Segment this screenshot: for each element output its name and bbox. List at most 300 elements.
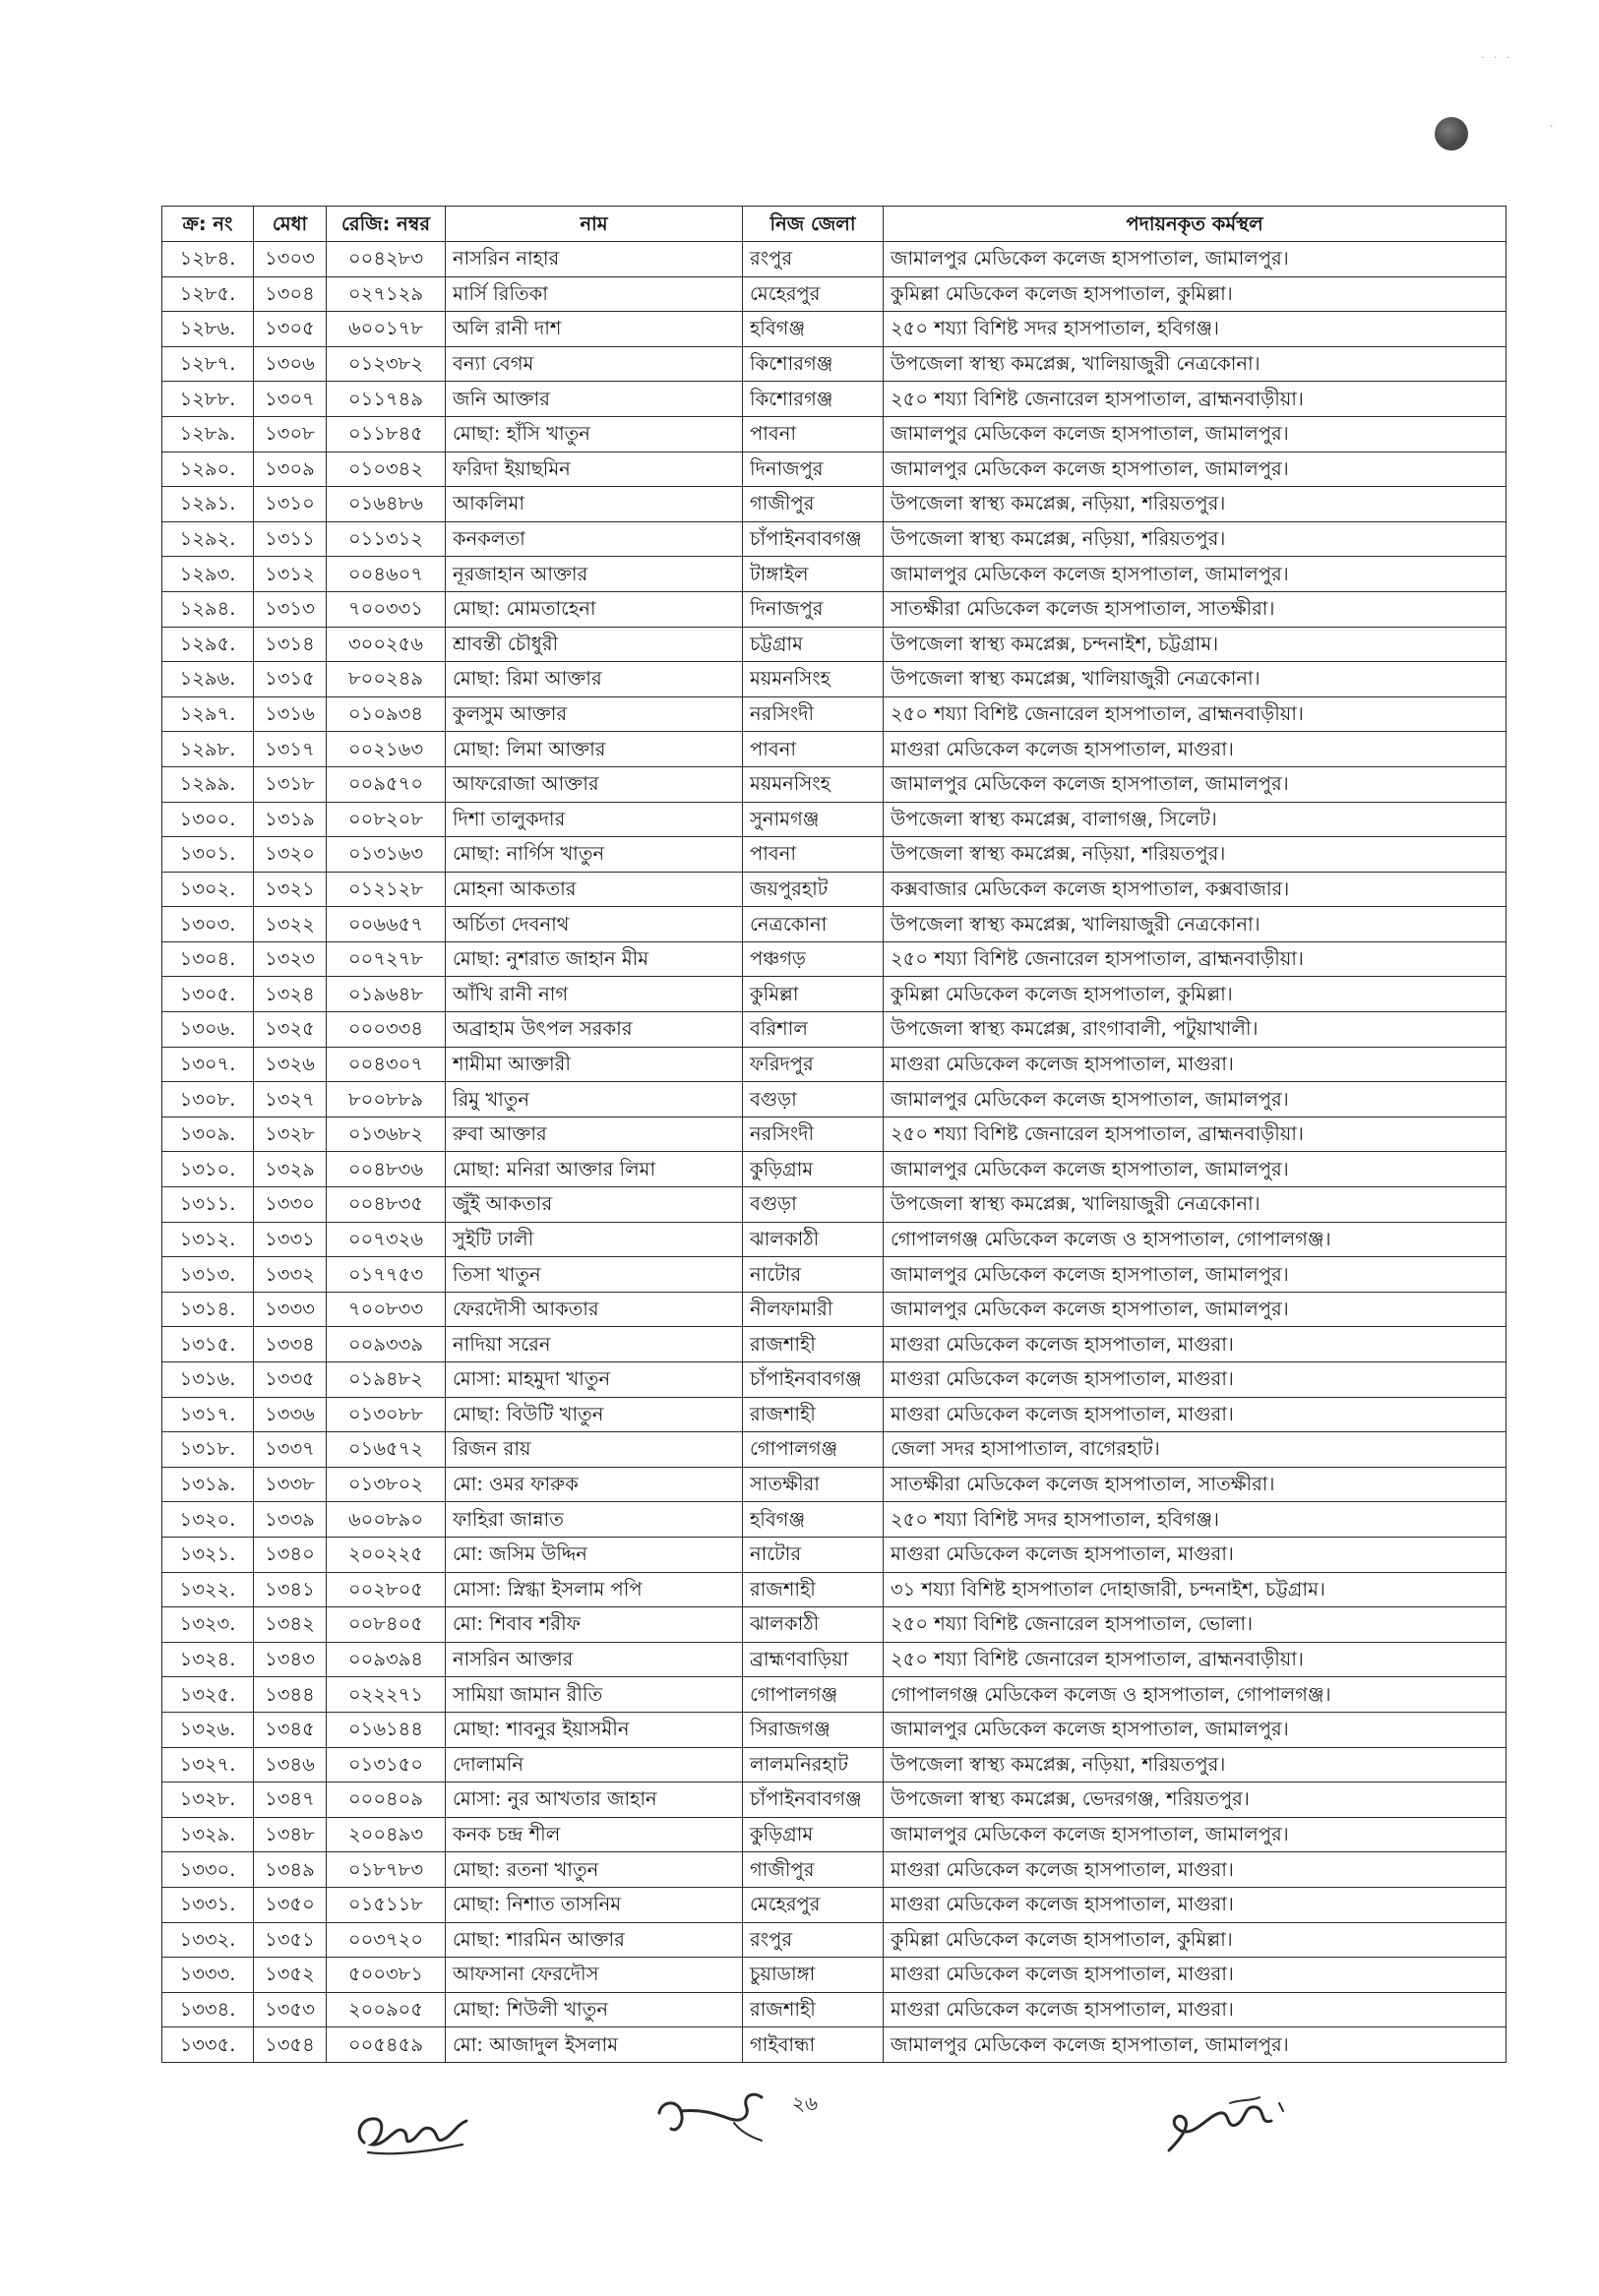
- posting-cell: উপজেলা স্বাস্থ্য কমপ্লেক্স, নড়িয়া, শরিয়তপুর।: [884, 1747, 1507, 1782]
- registration-cell: ০০২৮০৫: [327, 1572, 446, 1607]
- merit-cell: ১৩৪৪: [254, 1677, 327, 1713]
- merit-cell: ১৩১০: [254, 487, 327, 522]
- posting-cell: ২৫০ শয্যা বিশিষ্ট জেনারেল হাসপাতাল, ব্রাহ্মনবাড়ীয়া।: [884, 382, 1507, 417]
- posting-cell: জামালপুর মেডিকেল কলেজ হাসপাতাল, জামালপুর।: [884, 452, 1507, 487]
- merit-cell: ১৩৫৩: [254, 1992, 327, 2027]
- registration-cell: ২০০২২৫: [327, 1537, 446, 1572]
- home-district-cell: রাজশাহী: [743, 1397, 884, 1432]
- table-row: [162, 591, 1507, 627]
- merit-cell: ১৩০৮: [254, 416, 327, 452]
- table-row: [162, 1958, 1507, 1993]
- name-cell: মোছা: হাঁসি খাতুন: [446, 416, 743, 452]
- name-cell: অব্রাহাম উৎপল সরকার: [446, 1012, 743, 1048]
- registration-cell: ০০৪৬০৭: [327, 557, 446, 592]
- posting-cell: জামালপুর মেডিকেল কলেজ হাসপাতাল, জামালপুর।: [884, 2027, 1507, 2063]
- home-district-cell: বগুড়া: [743, 1082, 884, 1118]
- home-district-cell: পাবনা: [743, 416, 884, 452]
- table-row: [162, 1257, 1507, 1293]
- home-district-cell: কুড়িগ্রাম: [743, 1817, 884, 1852]
- table-row: [162, 312, 1507, 347]
- header-posting: পদায়নকৃত কর্মস্থল: [884, 207, 1507, 242]
- merit-cell: ১৩৪২: [254, 1607, 327, 1643]
- table-row: [162, 1362, 1507, 1398]
- posting-cell: উপজেলা স্বাস্থ্য কমপ্লেক্স, খালিয়াজুরী নেত্রকোনা।: [884, 1187, 1507, 1223]
- home-district-cell: রাজশাহী: [743, 1327, 884, 1362]
- name-cell: মোসা: নুর আখতার জাহান: [446, 1782, 743, 1818]
- home-district-cell: হবিগঞ্জ: [743, 1502, 884, 1538]
- merit-cell: ১৩৩১: [254, 1222, 327, 1257]
- signature-right: [1161, 2095, 1289, 2164]
- posting-cell: মাগুরা মেডিকেল কলেজ হাসপাতাল, মাগুরা।: [884, 1887, 1507, 1922]
- serial-cell: ১৩২৬.: [162, 1712, 254, 1747]
- merit-cell: ১৩০৭: [254, 382, 327, 417]
- registration-cell: ০১৩৬৮২: [327, 1117, 446, 1152]
- home-district-cell: রাজশাহী: [743, 1572, 884, 1607]
- table-row: [162, 1327, 1507, 1362]
- name-cell: মোসা: স্নিগ্ধা ইসলাম পপি: [446, 1572, 743, 1607]
- posting-cell: গোপালগঞ্জ মেডিকেল কলেজ ও হাসপাতাল, গোপালগঞ্জ।: [884, 1677, 1507, 1713]
- home-district-cell: ঝালকাঠী: [743, 1222, 884, 1257]
- name-cell: অলি রানী দাশ: [446, 312, 743, 347]
- name-cell: মোছা: মনিরা আক্তার লিমা: [446, 1152, 743, 1187]
- merit-cell: ১৩৩০: [254, 1187, 327, 1223]
- merit-cell: ১৩৩৪: [254, 1327, 327, 1362]
- name-cell: জুঁই আকতার: [446, 1187, 743, 1223]
- serial-cell: ১৩০৬.: [162, 1012, 254, 1048]
- table-row: [162, 732, 1507, 767]
- registration-cell: ০০৯৫৭০: [327, 766, 446, 802]
- table-row: [162, 521, 1507, 557]
- posting-cell: গোপালগঞ্জ মেডিকেল কলেজ ও হাসপাতাল, গোপালগঞ্জ।: [884, 1222, 1507, 1257]
- home-district-cell: গাজীপুর: [743, 487, 884, 522]
- home-district-cell: কিশোরগঞ্জ: [743, 346, 884, 382]
- table-row: [162, 452, 1507, 487]
- serial-cell: ১৩১৩.: [162, 1257, 254, 1293]
- merit-cell: ১৩১৪: [254, 627, 327, 662]
- registration-cell: ৩০০২৫৬: [327, 627, 446, 662]
- table-row: [162, 1117, 1507, 1152]
- registration-cell: ০১৯৪৮২: [327, 1362, 446, 1398]
- serial-cell: ১২৮৫.: [162, 276, 254, 312]
- home-district-cell: চাঁপাইনবাবগঞ্জ: [743, 1782, 884, 1818]
- serial-cell: ১২৯৩.: [162, 557, 254, 592]
- posting-cell: সাতক্ষীরা মেডিকেল কলেজ হাসপাতাল, সাতক্ষীরা।: [884, 1467, 1507, 1502]
- name-cell: ফেরদৌসী আকতার: [446, 1292, 743, 1327]
- posting-cell: উপজেলা স্বাস্থ্য কমপ্লেক্স, বালাগঞ্জ, সিলেট।: [884, 802, 1507, 837]
- name-cell: বন্যা বেগম: [446, 346, 743, 382]
- merit-cell: ১৩৩৯: [254, 1502, 327, 1538]
- posting-cell: জামালপুর মেডিকেল কলেজ হাসপাতাল, জামালপুর।: [884, 1292, 1507, 1327]
- name-cell: মো: ওমর ফারুক: [446, 1467, 743, 1502]
- name-cell: মো: আজাদুল ইসলাম: [446, 2027, 743, 2063]
- registration-cell: ২০০৯০৫: [327, 1992, 446, 2027]
- posting-cell: জামালপুর মেডিকেল কলেজ হাসপাতাল, জামালপুর।: [884, 1712, 1507, 1747]
- merit-cell: ১৩২৪: [254, 977, 327, 1012]
- home-district-cell: নরসিংদী: [743, 1117, 884, 1152]
- name-cell: ফরিদা ইয়াছমিন: [446, 452, 743, 487]
- merit-cell: ১৩১২: [254, 557, 327, 592]
- name-cell: মোছা: নিশাত তাসনিম: [446, 1887, 743, 1922]
- registration-cell: ০১০৩৪২: [327, 452, 446, 487]
- home-district-cell: মেহেরপুর: [743, 1887, 884, 1922]
- name-cell: নূরজাহান আক্তার: [446, 557, 743, 592]
- registration-cell: ৭০০৮৩৩: [327, 1292, 446, 1327]
- home-district-cell: পাবনা: [743, 837, 884, 873]
- serial-cell: ১২৮৮.: [162, 382, 254, 417]
- merit-cell: ১৩৫০: [254, 1887, 327, 1922]
- home-district-cell: কিশোরগঞ্জ: [743, 382, 884, 417]
- name-cell: মোছা: রিমা আক্তার: [446, 662, 743, 697]
- registration-cell: ০১৬৪৮৬: [327, 487, 446, 522]
- name-cell: মোছা: লিমা আক্তার: [446, 732, 743, 767]
- posting-cell: ২৫০ শয্যা বিশিষ্ট জেনারেল হাসপাতাল, ব্রাহ্মনবাড়ীয়া।: [884, 1642, 1507, 1677]
- name-cell: ফাহিরা জান্নাত: [446, 1502, 743, 1538]
- posting-cell: উপজেলা স্বাস্থ্য কমপ্লেক্স, খালিয়াজুরী নেত্রকোনা।: [884, 907, 1507, 942]
- merit-cell: ১৩১৯: [254, 802, 327, 837]
- table-row: [162, 1292, 1507, 1327]
- posting-cell: সাতক্ষীরা মেডিকেল কলেজ হাসপাতাল, সাতক্ষীরা।: [884, 591, 1507, 627]
- serial-cell: ১৩১৯.: [162, 1467, 254, 1502]
- serial-cell: ১২৮৪.: [162, 242, 254, 277]
- merit-cell: ১৩২১: [254, 872, 327, 907]
- serial-cell: ১৩২৯.: [162, 1817, 254, 1852]
- merit-cell: ১৩০৪: [254, 276, 327, 312]
- posting-cell: মাগুরা মেডিকেল কলেজ হাসপাতাল, মাগুরা।: [884, 1852, 1507, 1888]
- registration-cell: ০১৮৭৮৩: [327, 1852, 446, 1888]
- posting-cell: কুমিল্লা মেডিকেল কলেজ হাসপাতাল, কুমিল্লা।: [884, 1922, 1507, 1958]
- name-cell: মার্সি রিতিকা: [446, 276, 743, 312]
- table-row: [162, 1677, 1507, 1713]
- table-row: [162, 627, 1507, 662]
- name-cell: আকলিমা: [446, 487, 743, 522]
- home-district-cell: চাঁপাইনবাবগঞ্জ: [743, 521, 884, 557]
- signature-center: [651, 2084, 789, 2152]
- registration-cell: ০০৫৪৫৯: [327, 2027, 446, 2063]
- serial-cell: ১৩০২.: [162, 872, 254, 907]
- registration-cell: ০১২৩৮২: [327, 346, 446, 382]
- table-row: [162, 1047, 1507, 1082]
- serial-cell: ১৩০৪.: [162, 941, 254, 977]
- merit-cell: ১৩৩৬: [254, 1397, 327, 1432]
- posting-cell: ২৫০ শয্যা বিশিষ্ট সদর হাসপাতাল, হবিগঞ্জ।: [884, 1502, 1507, 1538]
- merit-cell: ১৩২৯: [254, 1152, 327, 1187]
- registration-cell: ০১৭৭৫৩: [327, 1257, 446, 1293]
- posting-cell: কুমিল্লা মেডিকেল কলেজ হাসপাতাল, কুমিল্লা।: [884, 977, 1507, 1012]
- name-cell: রিজন রায়: [446, 1432, 743, 1468]
- registration-cell: ৮০০২৪৯: [327, 662, 446, 697]
- posting-cell: উপজেলা স্বাস্থ্য কমপ্লেক্স, খালিয়াজুরী নেত্রকোনা।: [884, 662, 1507, 697]
- home-district-cell: গোপালগঞ্জ: [743, 1432, 884, 1468]
- posting-cell: ৩১ শয্যা বিশিষ্ট হাসপাতাল দোহাজারী, চন্দনাইশ, চট্টগ্রাম।: [884, 1572, 1507, 1607]
- serial-cell: ১৩০১.: [162, 837, 254, 873]
- registration-cell: ০০৪২৮৩: [327, 242, 446, 277]
- table-row: [162, 1432, 1507, 1468]
- serial-cell: ১২৯৯.: [162, 766, 254, 802]
- merit-cell: ১৩৪৩: [254, 1642, 327, 1677]
- serial-cell: ১৩১০.: [162, 1152, 254, 1187]
- posting-cell: জামালপুর মেডিকেল কলেজ হাসপাতাল, জামালপুর।: [884, 766, 1507, 802]
- registration-cell: ০০৪৩০৭: [327, 1047, 446, 1082]
- posting-cell: ২৫০ শয্যা বিশিষ্ট জেনারেল হাসপাতাল, ব্রাহ্মনবাড়ীয়া।: [884, 696, 1507, 732]
- scan-specks: · · ·: [1481, 51, 1513, 64]
- name-cell: মোসা: মাহমুদা খাতুন: [446, 1362, 743, 1398]
- merit-cell: ১৩৪৫: [254, 1712, 327, 1747]
- signature-left: [346, 2095, 474, 2164]
- registration-cell: ০০০৩৩৪: [327, 1012, 446, 1048]
- registration-cell: ৮০০৮৮৯: [327, 1082, 446, 1118]
- serial-cell: ১৩৩০.: [162, 1852, 254, 1888]
- registration-cell: ০০৪৮৩৬: [327, 1152, 446, 1187]
- home-district-cell: গোপালগঞ্জ: [743, 1677, 884, 1713]
- registration-cell: ০১১৩১২: [327, 521, 446, 557]
- name-cell: মোছা: মোমতাহেনা: [446, 591, 743, 627]
- home-district-cell: চাঁপাইনবাবগঞ্জ: [743, 1362, 884, 1398]
- merit-cell: ১৩৪৬: [254, 1747, 327, 1782]
- home-district-cell: গাইবান্ধা: [743, 2027, 884, 2063]
- registration-cell: ০০২১৬৩: [327, 732, 446, 767]
- merit-cell: ১৩২৬: [254, 1047, 327, 1082]
- name-cell: দোলামনি: [446, 1747, 743, 1782]
- serial-cell: ১২৯৫.: [162, 627, 254, 662]
- merit-cell: ১৩৩৮: [254, 1467, 327, 1502]
- scan-specks: ·: [1550, 120, 1557, 133]
- table-row: [162, 1467, 1507, 1502]
- serial-cell: ১৩১১.: [162, 1187, 254, 1223]
- name-cell: মো: শিবাব শরীফ: [446, 1607, 743, 1643]
- posting-roster-table: [161, 206, 1507, 2063]
- table-row: [162, 557, 1507, 592]
- registration-cell: ০১০৯৩৪: [327, 696, 446, 732]
- home-district-cell: বগুড়া: [743, 1187, 884, 1223]
- name-cell: মো: জসিম উদ্দিন: [446, 1537, 743, 1572]
- table-row: [162, 872, 1507, 907]
- table-row: [162, 1887, 1507, 1922]
- posting-cell: মাগুরা মেডিকেল কলেজ হাসপাতাল, মাগুরা।: [884, 1537, 1507, 1572]
- posting-cell: উপজেলা স্বাস্থ্য কমপ্লেক্স, ভেদরগঞ্জ, শরিয়তপুর।: [884, 1782, 1507, 1818]
- name-cell: মোছা: শিউলী খাতুন: [446, 1992, 743, 2027]
- table-row: [162, 1607, 1507, 1643]
- registration-cell: ৬০০৮৯০: [327, 1502, 446, 1538]
- serial-cell: ১২৯১.: [162, 487, 254, 522]
- registration-cell: ০০৭৩২৬: [327, 1222, 446, 1257]
- merit-cell: ১৩৩৫: [254, 1362, 327, 1398]
- registration-cell: ০০০৪০৯: [327, 1782, 446, 1818]
- home-district-cell: কুড়িগ্রাম: [743, 1152, 884, 1187]
- registration-cell: ০০৮৪০৫: [327, 1607, 446, 1643]
- home-district-cell: দিনাজপুর: [743, 452, 884, 487]
- name-cell: সুইটি ঢালী: [446, 1222, 743, 1257]
- table-row: [162, 276, 1507, 312]
- home-district-cell: পাবনা: [743, 732, 884, 767]
- serial-cell: ১৩১৬.: [162, 1362, 254, 1398]
- registration-cell: ০১৩০৮৮: [327, 1397, 446, 1432]
- posting-cell: উপজেলা স্বাস্থ্য কমপ্লেক্স, চন্দনাইশ, চট্টগ্রাম।: [884, 627, 1507, 662]
- serial-cell: ১৩০৮.: [162, 1082, 254, 1118]
- home-district-cell: পঞ্চগড়: [743, 941, 884, 977]
- registration-cell: ০১৬৫৭২: [327, 1432, 446, 1468]
- header-name: নাম: [446, 207, 743, 242]
- merit-cell: ১৩৪৭: [254, 1782, 327, 1818]
- home-district-cell: গাজীপুর: [743, 1852, 884, 1888]
- posting-cell: উপজেলা স্বাস্থ্য কমপ্লেক্স, খালিয়াজুরী নেত্রকোনা।: [884, 346, 1507, 382]
- table-row: [162, 1747, 1507, 1782]
- merit-cell: ১৩১৮: [254, 766, 327, 802]
- home-district-cell: চুয়াডাঙ্গা: [743, 1958, 884, 1993]
- table-row: [162, 1712, 1507, 1747]
- merit-cell: ১৩৪১: [254, 1572, 327, 1607]
- home-district-cell: জয়পুরহাট: [743, 872, 884, 907]
- home-district-cell: ঝালকাঠী: [743, 1607, 884, 1643]
- table-row: [162, 1992, 1507, 2027]
- merit-cell: ১৩০৩: [254, 242, 327, 277]
- table-row: [162, 1537, 1507, 1572]
- serial-cell: ১৩১৪.: [162, 1292, 254, 1327]
- posting-cell: জামালপুর মেডিকেল কলেজ হাসপাতাল, জামালপুর।: [884, 1152, 1507, 1187]
- merit-cell: ১৩৪৯: [254, 1852, 327, 1888]
- serial-cell: ১৩৩২.: [162, 1922, 254, 1958]
- registration-cell: ০২২২৭১: [327, 1677, 446, 1713]
- posting-cell: কুমিল্লা মেডিকেল কলেজ হাসপাতাল, কুমিল্লা।: [884, 276, 1507, 312]
- name-cell: মোছা: রতনা খাতুন: [446, 1852, 743, 1888]
- name-cell: কনক চন্দ্র শীল: [446, 1817, 743, 1852]
- serial-cell: ১৩২৪.: [162, 1642, 254, 1677]
- merit-cell: ১৩৩২: [254, 1257, 327, 1293]
- page-number: ২৬: [792, 2091, 819, 2115]
- merit-cell: ১৩৫১: [254, 1922, 327, 1958]
- name-cell: কনকলতা: [446, 521, 743, 557]
- registration-cell: ০০৯৩৯৪: [327, 1642, 446, 1677]
- serial-cell: ১৩০৩.: [162, 907, 254, 942]
- name-cell: অর্চিতা দেবনাথ: [446, 907, 743, 942]
- table-row: [162, 1222, 1507, 1257]
- merit-cell: ১৩৫৪: [254, 2027, 327, 2063]
- punch-hole-mark: [1435, 117, 1468, 151]
- header-merit: মেধা: [254, 207, 327, 242]
- table-row: [162, 1187, 1507, 1223]
- serial-cell: ১৩২৭.: [162, 1747, 254, 1782]
- serial-cell: ১৩২৫.: [162, 1677, 254, 1713]
- header-registration: রেজি: নম্বর: [327, 207, 446, 242]
- serial-cell: ১২৯৬.: [162, 662, 254, 697]
- posting-cell: ২৫০ শয্যা বিশিষ্ট জেনারেল হাসপাতাল, ব্রাহ্মনবাড়ীয়া।: [884, 1117, 1507, 1152]
- posting-cell: উপজেলা স্বাস্থ্য কমপ্লেক্স, নড়িয়া, শরিয়তপুর।: [884, 837, 1507, 873]
- table-row: [162, 1817, 1507, 1852]
- serial-cell: ১৩২০.: [162, 1502, 254, 1538]
- posting-cell: মাগুরা মেডিকেল কলেজ হাসপাতাল, মাগুরা।: [884, 1397, 1507, 1432]
- registration-cell: ০০৩৭২০: [327, 1922, 446, 1958]
- name-cell: নাসরিন আক্তার: [446, 1642, 743, 1677]
- serial-cell: ১৩৩৩.: [162, 1958, 254, 1993]
- home-district-cell: নাটোর: [743, 1537, 884, 1572]
- name-cell: সামিয়া জামান রীতি: [446, 1677, 743, 1713]
- home-district-cell: রংপুর: [743, 242, 884, 277]
- posting-cell: মাগুরা মেডিকেল কলেজ হাসপাতাল, মাগুরা।: [884, 1327, 1507, 1362]
- serial-cell: ১৩৩৫.: [162, 2027, 254, 2063]
- merit-cell: ১৩৩৭: [254, 1432, 327, 1468]
- posting-cell: উপজেলা স্বাস্থ্য কমপ্লেক্স, নড়িয়া, শরিয়তপুর।: [884, 521, 1507, 557]
- serial-cell: ১৩২১.: [162, 1537, 254, 1572]
- posting-cell: জেলা সদর হাসাপাতাল, বাগেরহাট।: [884, 1432, 1507, 1468]
- name-cell: মোছা: শারমিন আক্তার: [446, 1922, 743, 1958]
- table-row: [162, 907, 1507, 942]
- table-row: [162, 1642, 1507, 1677]
- home-district-cell: হবিগঞ্জ: [743, 312, 884, 347]
- table-row: [162, 837, 1507, 873]
- home-district-cell: নেত্রকোনা: [743, 907, 884, 942]
- registration-cell: ০১১৮৪৫: [327, 416, 446, 452]
- merit-cell: ১৩১১: [254, 521, 327, 557]
- posting-cell: জামালপুর মেডিকেল কলেজ হাসপাতাল, জামালপুর।: [884, 1817, 1507, 1852]
- posting-cell: উপজেলা স্বাস্থ্য কমপ্লেক্স, নড়িয়া, শরিয়তপুর।: [884, 487, 1507, 522]
- posting-cell: মাগুরা মেডিকেল কলেজ হাসপাতাল, মাগুরা।: [884, 1958, 1507, 1993]
- name-cell: কুলসুম আক্তার: [446, 696, 743, 732]
- table-row: [162, 766, 1507, 802]
- merit-cell: ১৩৪৮: [254, 1817, 327, 1852]
- serial-cell: ১৩০৫.: [162, 977, 254, 1012]
- name-cell: দিশা তালুকদার: [446, 802, 743, 837]
- table-row: [162, 1397, 1507, 1432]
- table-row: [162, 977, 1507, 1012]
- name-cell: শামীমা আক্তারী: [446, 1047, 743, 1082]
- serial-cell: ১২৯৮.: [162, 732, 254, 767]
- registration-cell: ৭০০৩৩১: [327, 591, 446, 627]
- home-district-cell: নরসিংদী: [743, 696, 884, 732]
- posting-cell: উপজেলা স্বাস্থ্য কমপ্লেক্স, রাংগাবালী, পটুয়াখালী।: [884, 1012, 1507, 1048]
- table-row: [162, 416, 1507, 452]
- home-district-cell: সিরাজগঞ্জ: [743, 1712, 884, 1747]
- table-row: [162, 802, 1507, 837]
- home-district-cell: চট্টগ্রাম: [743, 627, 884, 662]
- serial-cell: ১৩২৮.: [162, 1782, 254, 1818]
- posting-cell: কক্সবাজার মেডিকেল কলেজ হাসপাতাল, কক্সবাজার।: [884, 872, 1507, 907]
- merit-cell: ১৩২০: [254, 837, 327, 873]
- home-district-cell: লালমনিরহাট: [743, 1747, 884, 1782]
- name-cell: নাসরিন নাহার: [446, 242, 743, 277]
- merit-cell: ১৩২৫: [254, 1012, 327, 1048]
- posting-cell: জামালপুর মেডিকেল কলেজ হাসপাতাল, জামালপুর।: [884, 242, 1507, 277]
- merit-cell: ১৩২৩: [254, 941, 327, 977]
- name-cell: জনি আক্তার: [446, 382, 743, 417]
- serial-cell: ১৩০০.: [162, 802, 254, 837]
- home-district-cell: ময়মনসিংহ: [743, 662, 884, 697]
- merit-cell: ১৩১৬: [254, 696, 327, 732]
- posting-cell: ২৫০ শয্যা বিশিষ্ট জেনারেল হাসপাতাল, ভোলা।: [884, 1607, 1507, 1643]
- registration-cell: ০০৭২৭৮: [327, 941, 446, 977]
- registration-cell: ০১৩১৬৩: [327, 837, 446, 873]
- serial-cell: ১৩১৭.: [162, 1397, 254, 1432]
- serial-cell: ১২৯০.: [162, 452, 254, 487]
- table-row: [162, 1782, 1507, 1818]
- merit-cell: ১৩১৭: [254, 732, 327, 767]
- name-cell: মোছা: শাবনুর ইয়াসমীন: [446, 1712, 743, 1747]
- registration-cell: ০১৩৮০২: [327, 1467, 446, 1502]
- posting-cell: জামালপুর মেডিকেল কলেজ হাসপাতাল, জামালপুর।: [884, 1082, 1507, 1118]
- merit-cell: ১৩০৬: [254, 346, 327, 382]
- registration-cell: ২০০৪৯৩: [327, 1817, 446, 1852]
- table-row: [162, 2027, 1507, 2063]
- serial-cell: ১৩১৫.: [162, 1327, 254, 1362]
- name-cell: আঁখি রানী নাগ: [446, 977, 743, 1012]
- table-row: [162, 242, 1507, 277]
- posting-cell: জামালপুর মেডিকেল কলেজ হাসপাতাল, জামালপুর।: [884, 416, 1507, 452]
- name-cell: নাদিয়া সরেন: [446, 1327, 743, 1362]
- serial-cell: ১৩০৭.: [162, 1047, 254, 1082]
- registration-cell: ০০৮২০৮: [327, 802, 446, 837]
- home-district-cell: ব্রাহ্মণবাড়িয়া: [743, 1642, 884, 1677]
- home-district-cell: নাটোর: [743, 1257, 884, 1293]
- name-cell: মোছা: নার্গিস খাতুন: [446, 837, 743, 873]
- table-row: [162, 346, 1507, 382]
